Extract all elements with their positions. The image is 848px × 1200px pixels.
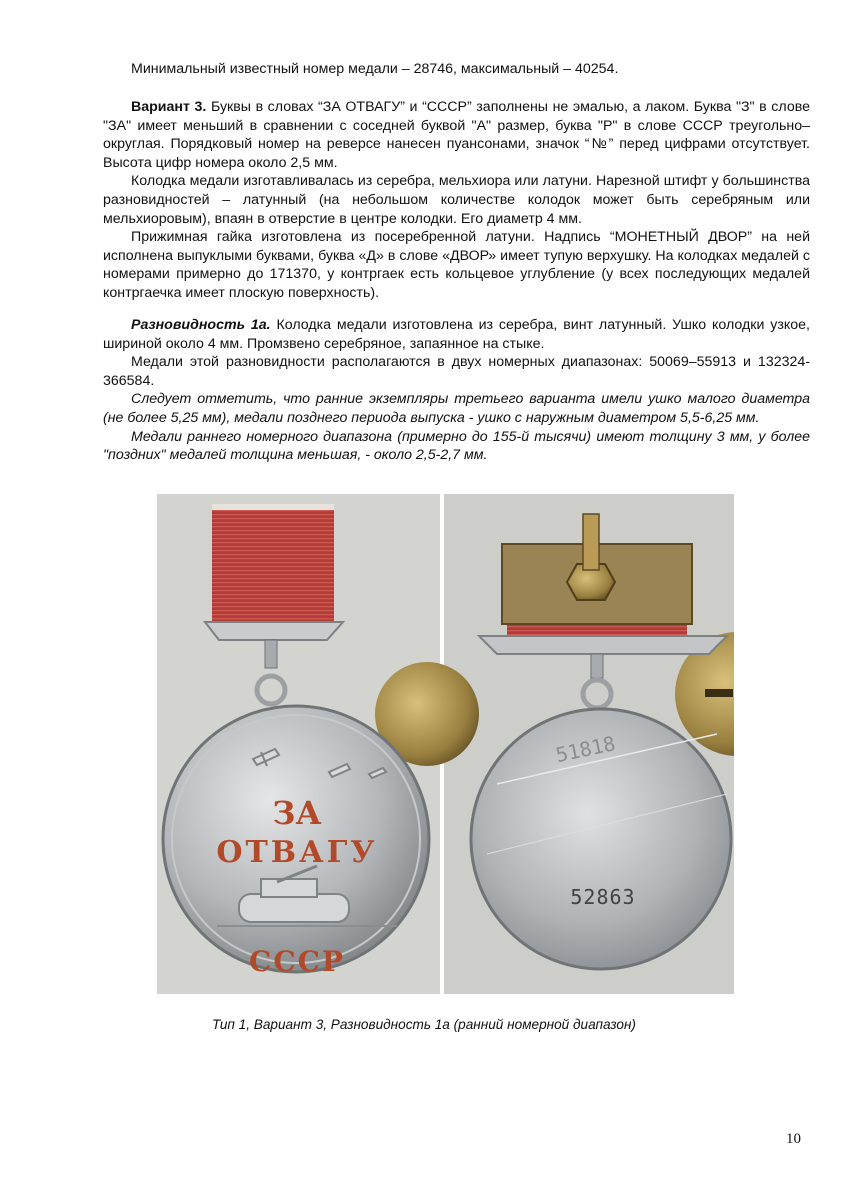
figure-caption: Тип 1, Вариант 3, Разновидность 1а (ранний номерной диапазон) [212,1017,636,1032]
medal-photo [157,494,734,994]
medal-photo-illustration [157,494,734,994]
variant3-paragraph-2: Колодка медали изготавливалась из серебра, мельхиора или латуни. Нарезной штифт у большинства разновидностей – латунный (на небольшом количестве колодок может быть серебряным или мельхиоровым), впаян в отверстие в центре колодки. Его диаметр 4 мм. [103,173,810,227]
variety1a-paragraph-3: Следует отметить, что ранние экземпляры третьего варианта имели ушко малого диаметра (не более 5,25 мм), медали позднего периода выпуска - ушко с наружным диаметром 5,5-6,25 мм. [103,391,810,426]
ribbon-bar-left [205,622,343,640]
variant3-paragraph-3: Прижимная гайка изготовлена из посеребренной латуни. Надпись “МОНЕТНЫЙ ДВОР” на ней исполнена выпуклыми буквами, буква «Д» в слове «ДВОР» имеет тупую верхушку. На колодках медалей с номерами примерно до 171370, у контргаек есть кольцевое углубление (у всех последующих медалей контргаечка имеет плоскую поверхность). [103,229,810,301]
ribbon-left [212,504,334,624]
obverse-text-sssr: СССР [249,945,345,978]
screw-icon [583,514,599,570]
reverse-scratched-number: 51818 [553,731,618,768]
variant3-section [103,98,810,303]
first-line: Минимальный известный номер медали – 28746, максимальный – 40254. [131,61,619,77]
ribbon-bar-right [479,636,727,654]
variant3-heading: Вариант 3. [131,99,207,115]
variety1a-paragraph-4: Медали раннего номерного диапазона (примерно до 155-й тысячи) имеют толщину 3 мм, у более "поздних" медалей толщина меньшая, - около 2,5-2,7 мм. [103,428,810,464]
page-number: 10 [786,1131,801,1147]
variety1a-section [103,316,810,465]
variety1a-paragraph-2: Медали этой разновидности располагаются в двух номерных диапазонах: 50069–55913 и 132324-366584. [103,354,810,389]
reverse-serial-number: 52863 [570,885,636,909]
variety1a-heading: Разновидность 1а. [131,317,271,333]
obverse-text-za: ЗА [272,794,322,832]
obverse-text-otvagu: ОТВАГУ [216,835,378,870]
variant3-paragraph-1: Вариант 3. Буквы в словах “ЗА ОТВАГУ” и “СССР” заполнены не эмалью, а лаком. Буква "З" в слове "ЗА" имеет меньший в сравнении с соседней буквой "А" размер, буква "Р" в слове СССР треугольно–округлая. Порядковый номер на реверсе нанесен пуансонами, значок “№” перед цифрами отсутствует. Высота цифр номера около 2,5 мм. [103,99,810,171]
variety1a-paragraph-1: Разновидность 1а. Колодка медали изготовлена из серебра, винт латунный. Ушко колодки узкое, шириной около 4 мм. Промзвено серебряное, запаянное на стыке. [103,317,810,352]
